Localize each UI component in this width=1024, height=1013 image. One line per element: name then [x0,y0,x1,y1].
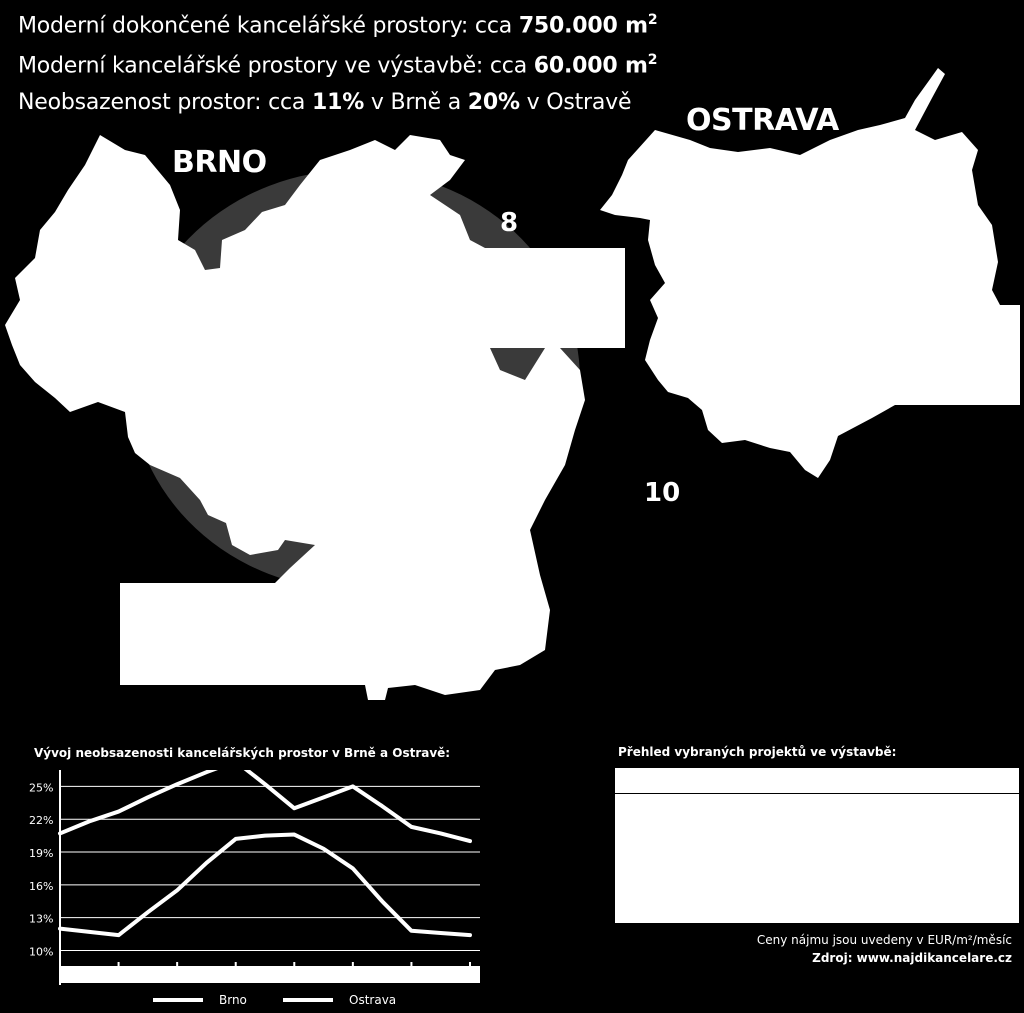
stat-value: 60.000 m [533,53,648,79]
y-tick-label: 16% [29,879,54,893]
vacancy-line-chart [0,770,490,990]
series-line-ostrava [60,770,470,841]
y-tick-label: 13% [29,912,54,926]
legend-ostrava-label: Ostrava [349,993,397,1007]
x-axis-band [60,966,480,983]
y-tick-label: 22% [29,814,54,828]
projects-title: Přehled vybraných projektů ve výstavbě: [618,745,897,759]
legend-ostrava [283,993,396,1007]
y-tick-label: 10% [29,945,54,959]
price-note: Ceny nájmu jsou uvedeny v EUR/m²/měsíc [756,933,1012,947]
y-tick-label: 19% [29,847,54,861]
y-tick-label: 25% [29,781,54,795]
stat-unit-sup: 2 [647,52,658,68]
projects-table-header-rule [615,793,1019,794]
legend-brno-label: Brno [219,993,247,1007]
legend-brno-swatch [153,998,203,1002]
chart-title: Vývoj neobsazenosti kancelářských prostor v Brně a Ostravě: [34,746,451,760]
stat-text: v Ostravě [519,90,632,115]
source-note: Zdroj: www.najdikancelare.cz [812,951,1012,965]
projects-table [615,768,1019,923]
stat-value: 750.000 m [518,13,648,39]
marker-8-label: 8 [500,208,519,238]
stat-text: Neobsazenost prostor: cca [18,90,312,115]
stat-text: Moderní dokončené kancelářské prostory: cca [18,13,519,39]
stat-value-ostrava: 20% [467,90,520,115]
legend-brno [153,993,247,1007]
stat-unit-sup: 2 [647,12,658,28]
marker-10-label: 10 [644,478,681,508]
legend-ostrava-swatch [283,998,333,1002]
stat-value-brno: 11% [312,90,365,115]
stat-text: Moderní kancelářské prostory ve výstavbě: cca [18,53,534,79]
stat-text: v Brně a [364,90,468,115]
brno-map-shape [5,135,625,700]
ostrava-label: OSTRAVA [686,103,839,138]
brno-label: BRNO [172,145,267,180]
